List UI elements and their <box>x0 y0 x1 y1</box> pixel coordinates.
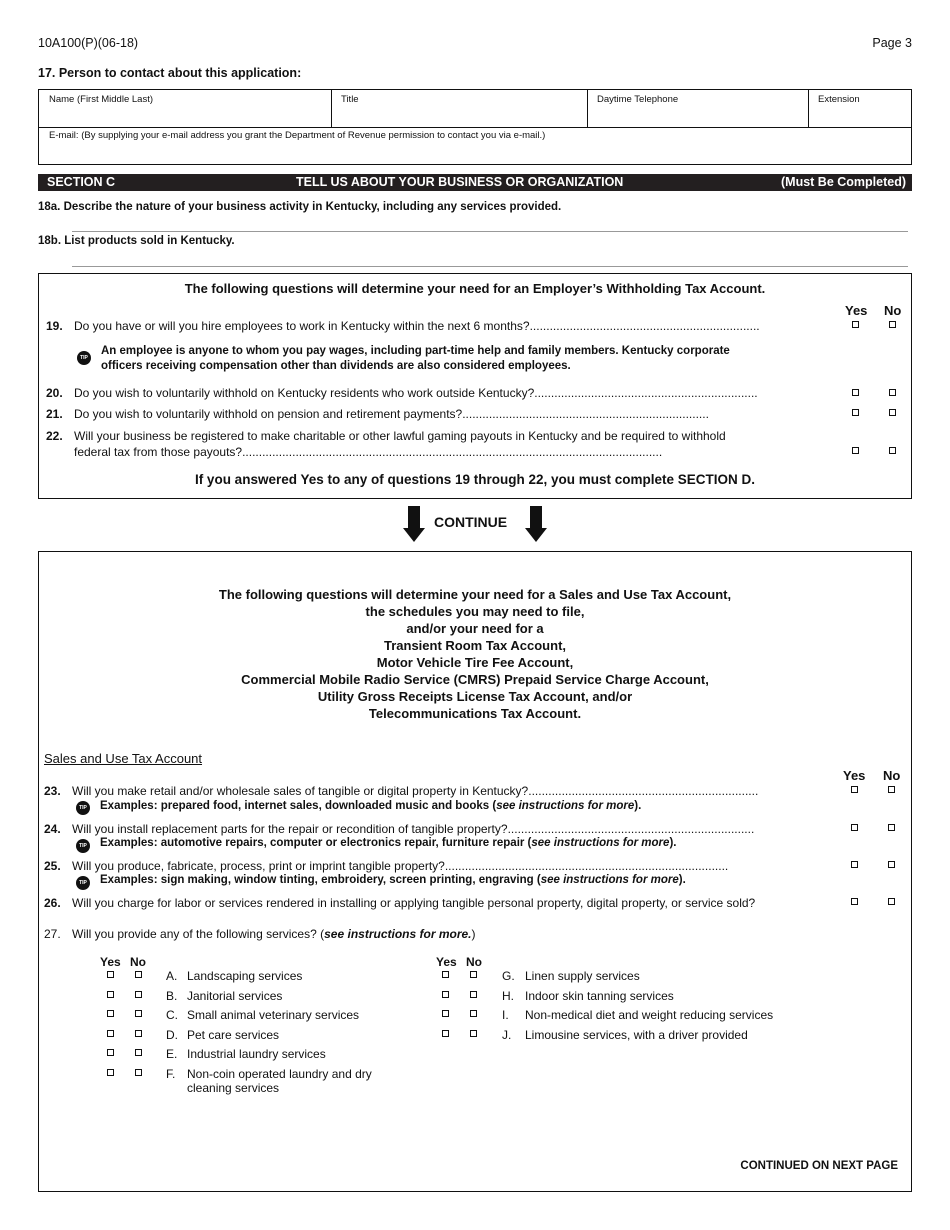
sales-heading-line: Motor Vehicle Tire Fee Account, <box>376 655 574 670</box>
service-j-letter: J. <box>502 1028 512 1042</box>
service-i-letter: I. <box>502 1008 509 1022</box>
q26-no-checkbox[interactable] <box>888 898 895 905</box>
q26-text: Will you charge for labor or services rendered in installing or applying tangible personal property, digital property, or service sold? <box>72 896 756 910</box>
contact-name-field[interactable] <box>49 94 329 126</box>
q22-yes-checkbox[interactable] <box>852 447 859 454</box>
services-right-yes-header: Yes <box>436 955 457 969</box>
contact-title-field[interactable] <box>341 94 585 126</box>
q19-text: Do you have or will you hire employees to work in Kentucky within the next 6 months?..................................................................... <box>74 319 760 333</box>
withholding-footer: If you answered Yes to any of questions 19 through 22, you must complete SECTION D. <box>194 472 756 487</box>
service-f-label: Non-coin operated laundry and dry <box>187 1067 372 1081</box>
q27-c: ) <box>471 927 476 941</box>
q23-yes-checkbox[interactable] <box>851 786 858 793</box>
sales-heading-line: The following questions will determine your need for a Sales and Use Tax Account, <box>218 587 732 602</box>
q20-number: 20. <box>46 386 63 400</box>
service-c-letter: C. <box>166 1008 178 1022</box>
continued-on-next-page: CONTINUED ON NEXT PAGE <box>740 1160 898 1172</box>
sales-heading-line: Commercial Mobile Radio Service (CMRS) Prepaid Service Charge Account, <box>241 672 709 687</box>
q21-no-checkbox[interactable] <box>889 409 896 416</box>
service-g-no-checkbox[interactable] <box>470 971 477 978</box>
q21-number: 21. <box>46 407 63 421</box>
q17-label: 17. Person to contact about this application: <box>38 66 302 80</box>
q22-label-line2: federal tax from those payouts? <box>74 445 243 459</box>
tip23-c: ). <box>634 800 642 812</box>
tip25-c: ). <box>678 874 686 886</box>
q25-yes-checkbox[interactable] <box>851 861 858 868</box>
service-e-yes-checkbox[interactable] <box>107 1049 114 1056</box>
tip25-b: see instructions for more <box>540 874 679 886</box>
q23-no-checkbox[interactable] <box>888 786 895 793</box>
service-j-label: Limousine services, with a driver provided <box>525 1028 748 1042</box>
q19-yes-checkbox[interactable] <box>852 321 859 328</box>
sales-heading-line: and/or your need for a <box>406 621 544 636</box>
contact-extension-field[interactable] <box>818 94 908 126</box>
services-left-yes-header: Yes <box>100 955 121 969</box>
q19-label: Do you have or will you hire employees to work in Kentucky within the next 6 months? <box>74 319 530 333</box>
q25-text: Will you produce, fabricate, process, print or imprint tangible property?..................................................................................... <box>72 859 729 873</box>
q23-label: Will you make retail and/or wholesale sales of tangible or digital property in Kentucky? <box>72 784 529 798</box>
contact-email-label: E-mail: (By supplying your e-mail address you grant the Department of Revenue permission to contact you via e-mail.) <box>49 130 546 141</box>
services-right-no-header: No <box>466 955 482 969</box>
q18a-answer-line[interactable] <box>72 231 908 232</box>
service-h-label: Indoor skin tanning services <box>525 989 674 1003</box>
service-d-yes-checkbox[interactable] <box>107 1030 114 1037</box>
q24-number: 24. <box>44 822 61 836</box>
q22-text-line1: Will your business be registered to make charitable or other lawful gaming payouts in Kentucky and be required to withhold <box>74 429 726 443</box>
tip19-line1: An employee is anyone to whom you pay wages, including part-time help and family members. Kentucky corporate <box>101 345 730 357</box>
q18a-label: 18a. Describe the nature of your business activity in Kentucky, including any services provided. <box>38 201 562 213</box>
service-a-yes-checkbox[interactable] <box>107 971 114 978</box>
q22-no-checkbox[interactable] <box>889 447 896 454</box>
service-c-yes-checkbox[interactable] <box>107 1010 114 1017</box>
service-h-letter: H. <box>502 989 514 1003</box>
service-e-label: Industrial laundry services <box>187 1047 326 1061</box>
services-left-no-header: No <box>130 955 146 969</box>
service-d-no-checkbox[interactable] <box>135 1030 142 1037</box>
q20-text: Do you wish to voluntarily withhold on Kentucky residents who work outside Kentucky?................................................................... <box>74 386 758 400</box>
tip24-a: Examples: automotive repairs, computer or electronics repair, furniture repair ( <box>100 837 532 849</box>
service-b-label: Janitorial services <box>187 989 283 1003</box>
tip-icon: TIP <box>76 801 90 815</box>
q27-b: see instructions for more. <box>324 927 472 941</box>
service-h-no-checkbox[interactable] <box>470 991 477 998</box>
service-a-label: Landscaping services <box>187 969 303 983</box>
service-f-yes-checkbox[interactable] <box>107 1069 114 1076</box>
tip23-text <box>100 800 641 812</box>
service-b-no-checkbox[interactable] <box>135 991 142 998</box>
q20-yes-checkbox[interactable] <box>852 389 859 396</box>
contact-title-label: Title <box>341 94 359 105</box>
arrow-down-icon-left <box>403 506 425 542</box>
q24-text: Will you install replacement parts for the repair or recondition of tangible property?.......................................................................... <box>72 822 755 836</box>
tip24-text <box>100 837 676 849</box>
sales-yes-header: Yes <box>843 768 866 783</box>
q18b-answer-line[interactable] <box>72 266 908 267</box>
sales-heading-line: Telecommunications Tax Account. <box>368 706 582 721</box>
q23-number: 23. <box>44 784 61 798</box>
q27-text <box>72 927 476 941</box>
contact-phone-label: Daytime Telephone <box>597 94 679 105</box>
section-c-note: (Must Be Completed) <box>781 175 906 189</box>
service-b-letter: B. <box>166 989 178 1003</box>
sales-no-header: No <box>883 768 901 783</box>
q24-yes-checkbox[interactable] <box>851 824 858 831</box>
service-f-letter: F. <box>166 1067 176 1081</box>
q19-no-checkbox[interactable] <box>889 321 896 328</box>
sales-subhead: Sales and Use Tax Account <box>44 751 203 766</box>
service-a-no-checkbox[interactable] <box>135 971 142 978</box>
service-g-label: Linen supply services <box>525 969 640 983</box>
sales-heading-line: the schedules you may need to file, <box>365 604 585 619</box>
q20-no-checkbox[interactable] <box>889 389 896 396</box>
service-d-label: Pet care services <box>187 1028 280 1042</box>
tip24-c: ). <box>669 837 677 849</box>
section-c-title: TELL US ABOUT YOUR BUSINESS OR ORGANIZATION <box>296 175 624 189</box>
page-number: Page 3 <box>872 36 912 50</box>
service-i-label: Non-medical diet and weight reducing services <box>525 1008 774 1022</box>
service-f-label-line2: cleaning services <box>187 1081 280 1095</box>
q25-number: 25. <box>44 859 61 873</box>
service-j-yes-checkbox[interactable] <box>442 1030 449 1037</box>
q24-label: Will you install replacement parts for the repair or recondition of tangible property? <box>72 822 508 836</box>
service-c-no-checkbox[interactable] <box>135 1010 142 1017</box>
tip-icon: TIP <box>76 876 90 890</box>
tip24-b: see instructions for more <box>531 837 670 849</box>
arrow-down-icon-right <box>525 506 547 542</box>
q24-no-checkbox[interactable] <box>888 824 895 831</box>
sales-heading-line: Utility Gross Receipts License Tax Account, and/or <box>317 689 633 704</box>
withholding-yes-header: Yes <box>845 303 868 318</box>
contact-email-field[interactable] <box>49 130 904 164</box>
q27-number: 27. <box>44 927 61 941</box>
contact-table <box>38 89 912 165</box>
q25-no-checkbox[interactable] <box>888 861 895 868</box>
service-c-label: Small animal veterinary services <box>187 1008 360 1022</box>
withholding-no-header: No <box>884 303 902 318</box>
tip23-a: Examples: prepared food, internet sales, downloaded music and books ( <box>100 800 497 812</box>
section-c-bar <box>38 174 912 191</box>
tip-icon: TIP <box>77 351 91 365</box>
service-e-letter: E. <box>166 1047 178 1061</box>
q20-label: Do you wish to voluntarily withhold on Kentucky residents who work outside Kentucky? <box>74 386 535 400</box>
q21-yes-checkbox[interactable] <box>852 409 859 416</box>
q26-number: 26. <box>44 896 61 910</box>
q25-label: Will you produce, fabricate, process, print or imprint tangible property? <box>72 859 445 873</box>
service-d-letter: D. <box>166 1028 178 1042</box>
tip23-b: see instructions for more <box>496 800 635 812</box>
service-j-no-checkbox[interactable] <box>470 1030 477 1037</box>
tip25-a: Examples: sign making, window tinting, embroidery, screen printing, engraving ( <box>100 874 541 886</box>
q27-a: Will you provide any of the following services? ( <box>72 927 325 941</box>
section-c-label: SECTION C <box>47 175 116 189</box>
service-a-letter: A. <box>166 969 178 983</box>
contact-extension-label: Extension <box>818 94 860 105</box>
withholding-heading: The following questions will determine your need for an Employer’s Withholding Tax Account. <box>184 281 766 296</box>
contact-phone-field[interactable] <box>597 94 806 126</box>
q22-number: 22. <box>46 429 63 443</box>
tip-icon: TIP <box>76 839 90 853</box>
service-h-yes-checkbox[interactable] <box>442 991 449 998</box>
q26-yes-checkbox[interactable] <box>851 898 858 905</box>
service-i-no-checkbox[interactable] <box>470 1010 477 1017</box>
q22-text-line2: federal tax from those payouts?.............................................................................................................................. <box>74 445 663 459</box>
q23-text: Will you make retail and/or wholesale sales of tangible or digital property in Kentucky?..................................................................... <box>72 784 759 798</box>
tip19-line2: officers receiving compensation other than dividends are also considered employees. <box>101 360 571 372</box>
sales-heading-line: Transient Room Tax Account, <box>383 638 567 653</box>
service-g-letter: G. <box>502 969 515 983</box>
service-g-yes-checkbox[interactable] <box>442 971 449 978</box>
q21-label: Do you wish to voluntarily withhold on pension and retirement payments? <box>74 407 463 421</box>
tip25-text <box>100 874 686 886</box>
contact-name-label: Name (First Middle Last) <box>49 94 153 105</box>
continue-label: CONTINUE <box>434 514 508 530</box>
q21-text: Do you wish to voluntarily withhold on pension and retirement payments?.......................................................................... <box>74 407 709 421</box>
sales-heading <box>38 586 912 722</box>
service-i-yes-checkbox[interactable] <box>442 1010 449 1017</box>
form-id: 10A100(P)(06-18) <box>38 36 139 50</box>
service-e-no-checkbox[interactable] <box>135 1049 142 1056</box>
q18b-label: 18b. List products sold in Kentucky. <box>38 235 235 247</box>
service-b-yes-checkbox[interactable] <box>107 991 114 998</box>
q19-number: 19. <box>46 319 63 333</box>
service-f-no-checkbox[interactable] <box>135 1069 142 1076</box>
